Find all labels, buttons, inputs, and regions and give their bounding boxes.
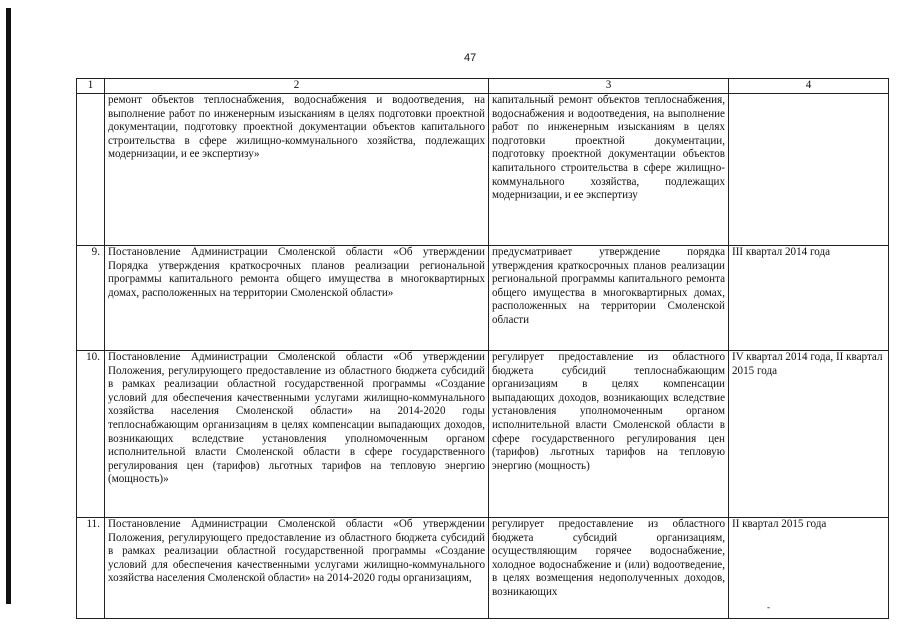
binding-edge-bar <box>6 8 11 604</box>
row-number <box>77 94 105 246</box>
row-number: 10. <box>77 351 105 518</box>
document-content-cell: капитальный ремонт объектов теплоснабжения, водоснабжения и водоотведения, на выполнение работ по инженерным изысканиям в целях подготовки проектной документации, подготовку проектной документации объектов капитального строительства в сфере жилищно-коммунального хозяйства, подлежащих модернизации, и ее экспертизу <box>489 94 729 246</box>
table-row <box>77 351 889 518</box>
document-content-cell: регулирует предоставление из областного бюджета субсидий теплоснабжающим организациям в целях компенсации выпадающих доходов, возникающих вследствие установления уполномоченным органом исполнительной власти Смоленской области в сфере государственного регулирования цен (тарифов) льготных тарифов на тепловую энергию (мощность) <box>489 351 729 518</box>
period-cell: II квартал 2015 года <box>729 518 889 619</box>
row-number: 11. <box>77 518 105 619</box>
scan-mark: - <box>767 602 770 612</box>
page-number: 47 <box>464 52 477 64</box>
document-title-cell: Постановление Администрации Смоленской области «Об утверждении Порядка утверждения краткосрочных планов реализации региональной программы капитального ремонта общего имущества в многоквартирных домах, расположенных на территории Смоленской области» <box>105 246 489 351</box>
period-cell: IV квартал 2014 года, II квартал 2015 года <box>729 351 889 518</box>
period-cell <box>729 94 889 246</box>
table-header-row <box>77 79 889 94</box>
column-header-1: 1 <box>77 79 105 94</box>
document-content-cell: регулирует предоставление из областного бюджета субсидий организациям, осуществляющим горячее водоснабжение, холодное водоснабжение и (или) водоотведение, в целях возмещения недополученных доходов, возникающих <box>489 518 729 619</box>
column-header-2: 2 <box>105 79 489 94</box>
document-title-cell: Постановление Администрации Смоленской области «Об утверждении Положения, регулирующего предоставление из областного бюджета субсидий в рамках реализации областной государственной программы «Создание условий для обеспечения качественными услугами жилищно-коммунального хозяйства населения Смоленской области» на 2014-2020 годы организациям, <box>105 518 489 619</box>
document-content-cell: предусматривает утверждение порядка утверждения краткосрочных планов реализации региональной программы капитального ремонта общего имущества в многоквартирных домах, расположенных на территории Смоленской области <box>489 246 729 351</box>
table-row <box>77 94 889 246</box>
row-number: 9. <box>77 246 105 351</box>
period-cell: III квартал 2014 года <box>729 246 889 351</box>
column-header-4: 4 <box>729 79 889 94</box>
document-table <box>76 78 889 619</box>
table-row <box>77 246 889 351</box>
column-header-3: 3 <box>489 79 729 94</box>
document-title-cell: Постановление Администрации Смоленской области «Об утверждении Положения, регулирующего предоставление из областного бюджета субсидий в рамках реализации областной государственной программы «Создание условий для обеспечения качественными услугами жилищно-коммунального хозяйства населения Смоленской области» на 2014-2020 годы теплоснабжающим организациям в целях компенсации выпадающих доходов, возникающих вследствие установления уполномоченным органом исполнительной власти Смоленской области в сфере государственного регулирования цен (тарифов) льготных тарифов на тепловую энергию (мощность)» <box>105 351 489 518</box>
document-title-cell: ремонт объектов теплоснабжения, водоснабжения и водоотведения, на выполнение работ по инженерным изысканиям в целях подготовки проектной документации, подготовку проектной документации объектов капитального строительства в сфере жилищно-коммунального хозяйства, подлежащих модернизации, и ее экспертизу» <box>105 94 489 246</box>
